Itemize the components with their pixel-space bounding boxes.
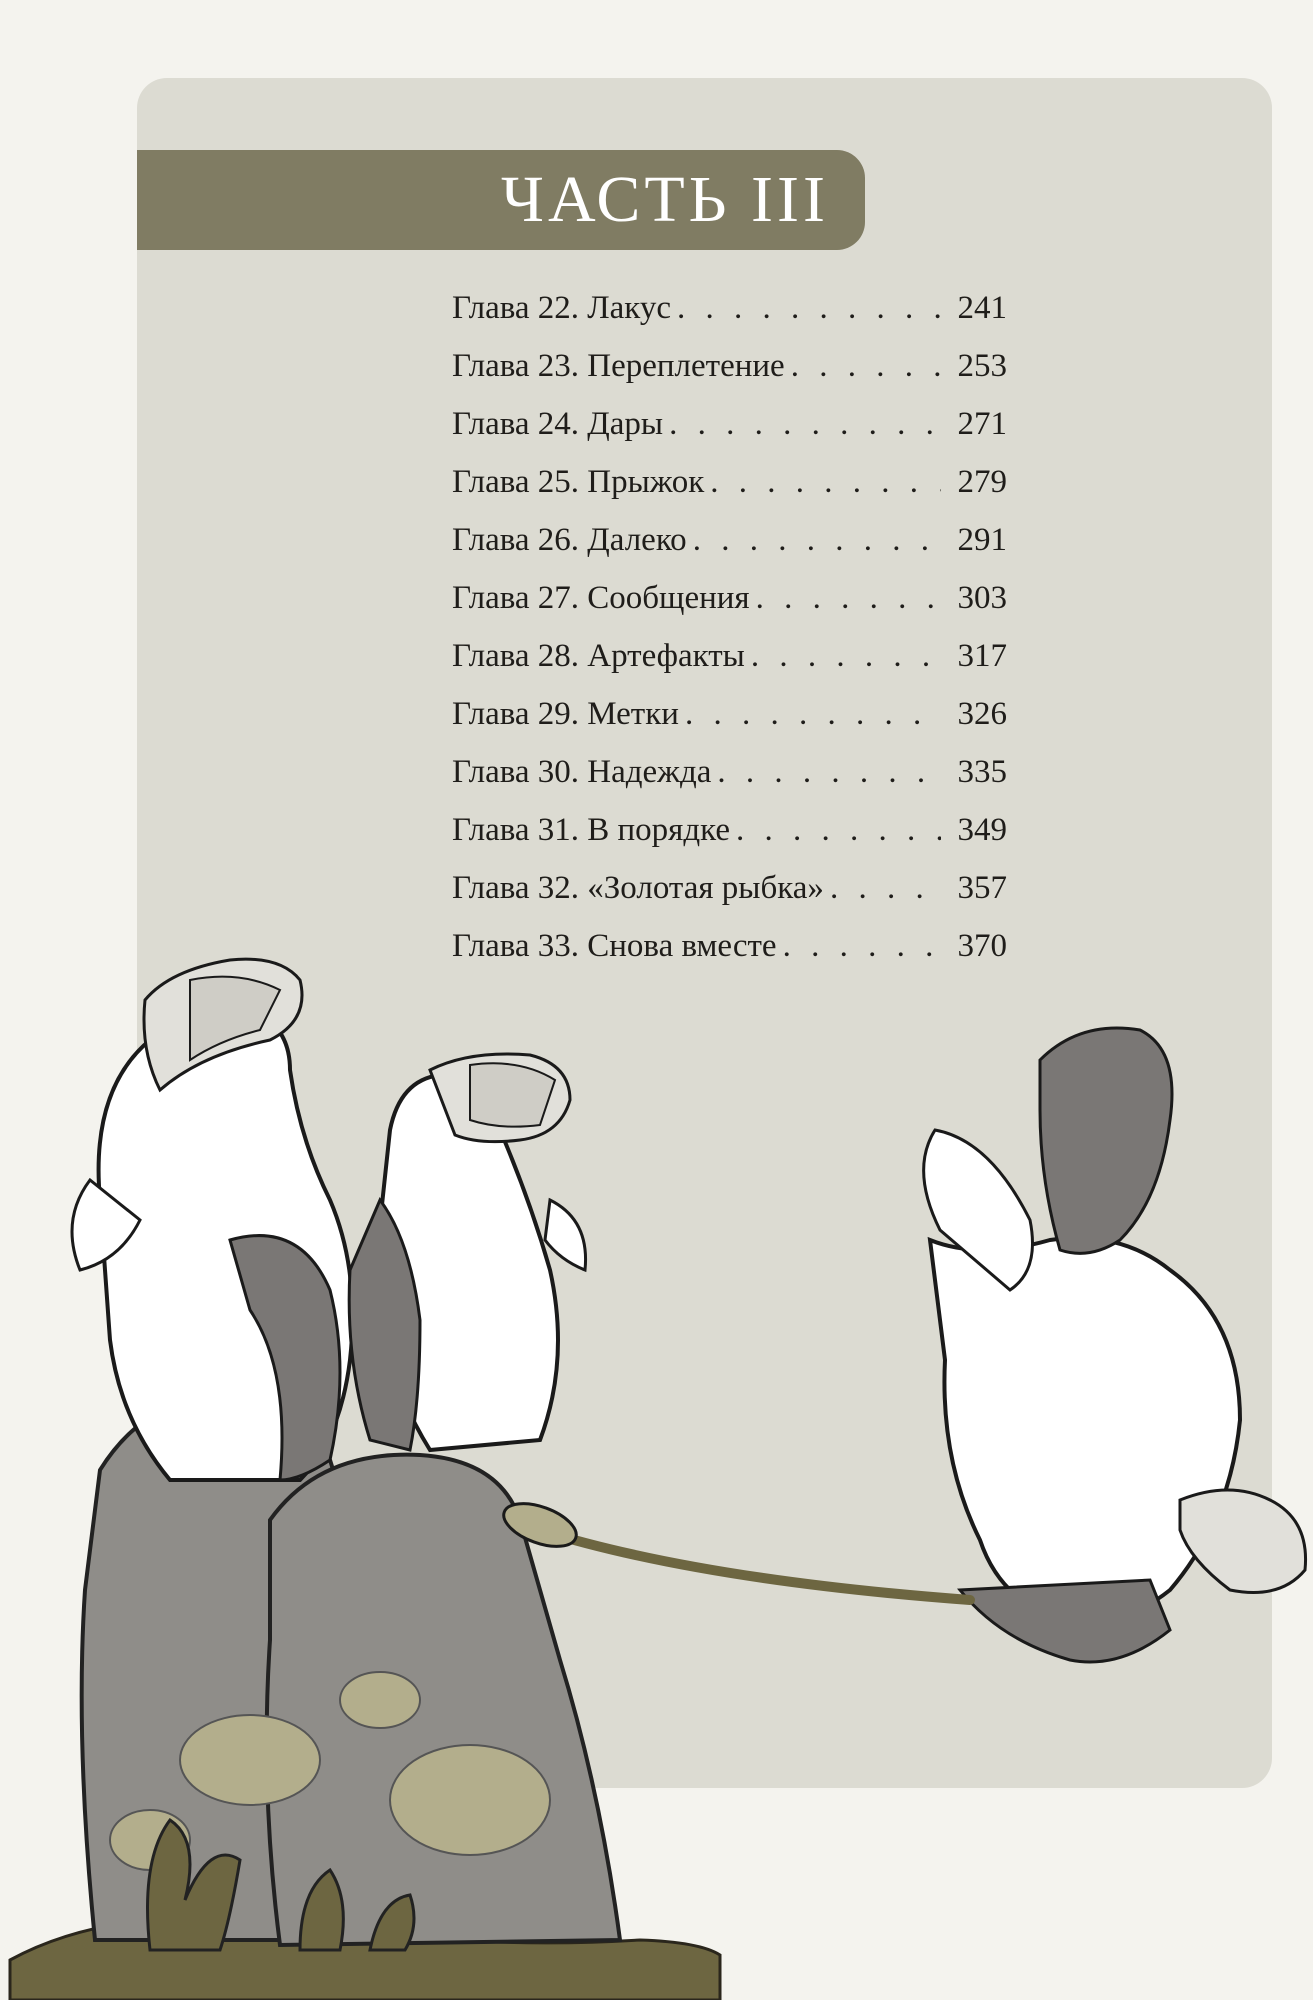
creature-left [72,959,353,1480]
toc-leader-dots [751,638,941,675]
toc-entry-label: Глава 31. В порядке [452,812,731,848]
toc-entry-page: 253 [957,348,1007,384]
toc-leader-dots [677,290,941,327]
toc-entry-label: Глава 27. Сообщения [452,580,750,616]
toc-entry[interactable] [452,696,1007,754]
table-of-contents [452,290,1007,986]
toc-leader-dots [710,464,941,501]
creatures-on-rock-illustration [0,940,1313,2000]
toc-entry-page: 370 [957,928,1007,964]
toc-entry[interactable] [452,812,1007,870]
toc-entry-page: 271 [957,406,1007,442]
toc-entry-label: Глава 22. Лакус [452,290,671,326]
toc-entry-page: 303 [957,580,1007,616]
toc-leader-dots [717,754,941,791]
toc-entry[interactable] [452,522,1007,580]
toc-entry[interactable] [452,348,1007,406]
toc-entry-label: Глава 33. Снова вместе [452,928,777,964]
part-banner [137,150,865,250]
toc-entry-page: 279 [957,464,1007,500]
toc-entry-label: Глава 24. Дары [452,406,664,442]
toc-entry[interactable] [452,580,1007,638]
rod [540,1530,970,1600]
toc-entry-label: Глава 30. Надежда [452,754,712,790]
creature-right [924,1028,1306,1662]
toc-entry-page: 326 [957,696,1007,732]
toc-entry-page: 335 [957,754,1007,790]
toc-entry-label: Глава 26. Далеко [452,522,687,558]
toc-entry[interactable] [452,754,1007,812]
toc-entry[interactable] [452,638,1007,696]
toc-entry-page: 317 [957,638,1007,674]
toc-leader-dots [693,522,941,559]
toc-entry[interactable] [452,406,1007,464]
toc-leader-dots [685,696,941,733]
toc-entry-label: Глава 32. «Золотая рыбка» [452,870,824,906]
part-title: ЧАСТЬ III [501,163,829,236]
toc-entry-label: Глава 28. Артефакты [452,638,745,674]
toc-entry[interactable] [452,870,1007,928]
toc-entry-page: 291 [957,522,1007,558]
toc-entry-label: Глава 23. Переплетение [452,348,785,384]
toc-leader-dots [756,580,941,617]
toc-entry-label: Глава 29. Метки [452,696,679,732]
toc-entry-page: 349 [957,812,1007,848]
toc-entry[interactable] [452,290,1007,348]
toc-entry-page: 357 [957,870,1007,906]
creature-middle [349,1054,585,1450]
toc-leader-dots [736,812,941,849]
toc-leader-dots [669,406,941,443]
toc-entry-label: Глава 25. Прыжок [452,464,705,500]
toc-entry[interactable] [452,464,1007,522]
toc-entry-page: 241 [957,290,1007,326]
toc-leader-dots [830,870,941,907]
toc-leader-dots [791,348,941,385]
